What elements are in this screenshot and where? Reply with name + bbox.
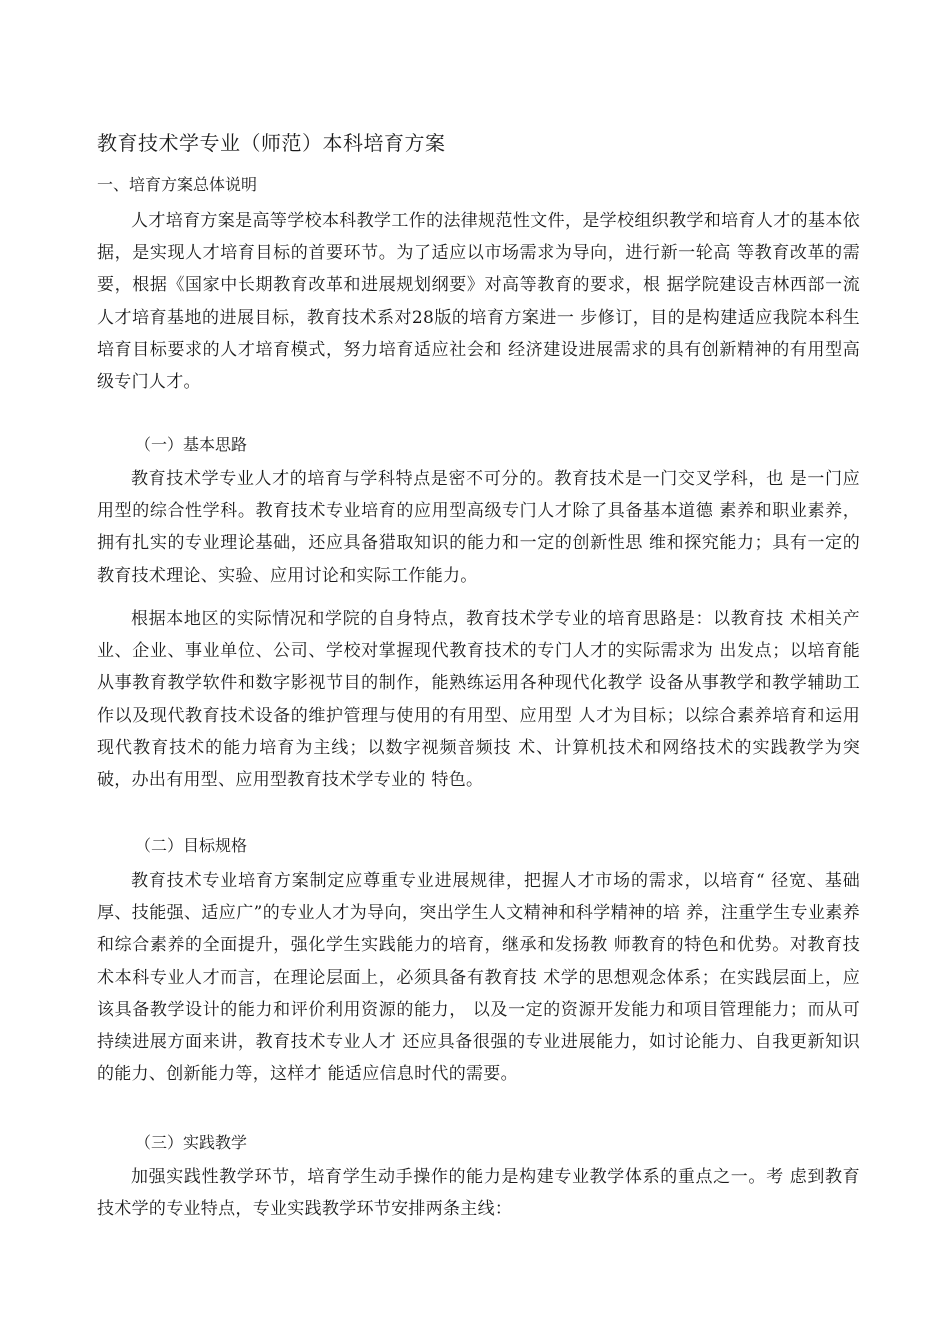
paragraph-intro: 人才培育方案是高等学校本科教学工作的法律规范性文件，是学校组织教学和培育人才的基本依据，是实现人才培育目标的首要环节。为了适应以市场需求为导向，进行新一轮高 等教育改革的需要，根据《国家中长期教育改革和进展规划纲要》对高等教育的要求，根 据学院建设吉林西部一流人才培育基地的进展目标，教育技术系对28版的培育方案进一 步修订，目的是构建适应我院本科生培育目标要求的人才培育模式，努力培育适应社会和 经济建设进展需求的具有创新精神的有用型高级专门人才。 [97,211,860,393]
paragraph-objectives: 教育技术专业培育方案制定应尊重专业进展规律，把握人才市场的需求，以培育“ 径宽、基础厚、技能强、适应广”的专业人才为导向，突出学生人文精神和科学精神的培 养，注重学生专业素养和综合素养的全面提升，强化学生实践能力的培育，继承和发扬教 师教育的特色和优势。对教育技术本科专业人才而言，在理论层面上，必须具备有教育技 术学的思想观念体系；在实践层面上，应该具备教学设计的能力和评价利用资源的能力， 以及一定的资源开发能力和项目管理能力；而从可持续进展方面来讲，教育技术专业人才 还应具备很强的专业进展能力，如讨论能力、自我更新知识的能力、创新能力等，这样才 能适应信息时代的需要。 [97,871,860,1085]
paragraph-training-approach: 根据本地区的实际情况和学院的自身特点，教育技术学专业的培育思路是：以教育技 术相关产业、企业、事业单位、公司、学校对掌握现代教育技术的专门人才的实际需求为 出发点；以培育能从事教育教学软件和数字影视节目的制作，能熟练运用各种现代化教学 设备从事教学和教学辅助工作以及现代教育技术设备的维护管理与使用的有用型、应用型 人才为目标；以综合素养培育和运用现代教育技术的能力培育为主线；以数字视频音频技 术、计算机技术和网络技术的实践教学为突破，办出有用型、应用型教育技术学专业的 特色。 [97,609,860,791]
paragraph-practice-teaching: 加强实践性教学环节，培育学生动手操作的能力是构建专业教学体系的重点之一。考 虑到教育技术学的专业特点，专业实践教学环节安排两条主线： [97,1167,860,1220]
document-title: 教育技术学专业（师范）本科培育方案 [97,131,446,155]
subheading-basic-approach: （一）基本思路 [135,435,248,454]
section-heading-overview: 一、培育方案总体说明 [97,175,258,194]
subheading-practice-teaching: （三）实践教学 [135,1133,248,1152]
paragraph-discipline-features: 教育技术学专业人才的培育与学科特点是密不可分的。教育技术是一门交叉学科，也 是一门应用型的综合性学科。教育技术专业培育的应用型高级专门人才除了具备基本道德 素养和职业素养，拥有扎实的专业理论基础，还应具备猎取知识的能力和一定的创新性思 维和探究能力；具有一定的教育技术理论、实验、应用讨论和实际工作能力。 [97,469,860,586]
subheading-objectives: （二）目标规格 [135,836,248,855]
